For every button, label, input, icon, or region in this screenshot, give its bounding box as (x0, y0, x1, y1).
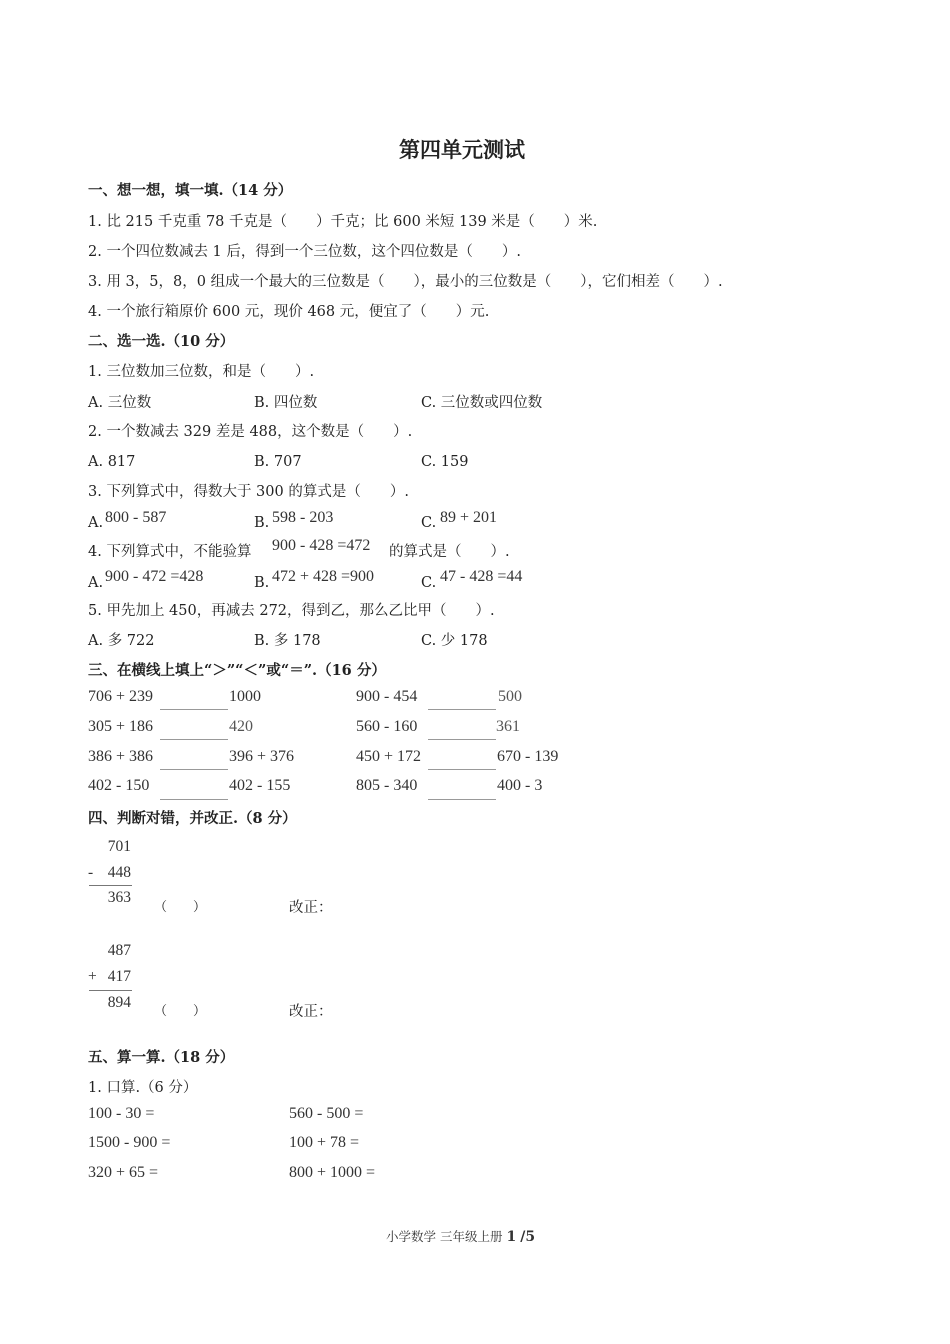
calc1-operator: - (88, 864, 94, 881)
calc2-operator: + (88, 968, 97, 985)
oral-calc-1-right: 560 - 500 = (289, 1105, 364, 1122)
page-footer (386, 1227, 535, 1245)
compare-blank-3a[interactable] (160, 769, 228, 770)
oral-calc-2-right: 100 + 78 = (289, 1134, 360, 1151)
correction-1-label: 改正： (289, 900, 333, 916)
compare-right-1a: 1000 (229, 688, 261, 705)
s1-question-2: 2. 一个四位数减去 1 后，得到一个三位数，这个四位数是（ ）. (88, 244, 521, 260)
s2-q5-option-c: C. 少 178 (421, 633, 488, 649)
compare-right-1b: 500 (498, 688, 522, 705)
calc1-second: 448 (107, 864, 131, 881)
compare-left-4b: 805 - 340 (356, 777, 418, 794)
s2-q2-option-c: C. 159 (421, 454, 469, 470)
compare-right-2a: 420 (229, 718, 253, 735)
s2-q4-stem-post: 的算式是（ ）. (389, 544, 510, 560)
s2-q1-option-b: B. 四位数 (254, 395, 318, 411)
section-4-heading: 四、判断对错，并改正.（8 分） (88, 810, 297, 827)
s2-q3-option-a-label: A. (88, 515, 104, 531)
judge-2-paren[interactable]: （ ） (154, 1004, 207, 1019)
s2-q4-option-c-label: C. (421, 575, 437, 591)
s2-q4-option-b-expr: 472 + 428 =900 (272, 568, 375, 585)
compare-left-2a: 305 + 186 (88, 718, 154, 735)
section-3-heading: 三、在横线上填上“＞”“＜”或“＝”.（16 分） (88, 662, 386, 679)
section-5-heading: 五、算一算.（18 分） (88, 1049, 235, 1066)
s2-q2-option-a: A. 817 (88, 454, 136, 470)
s2-q2-stem: 2. 一个数减去 329 差是 488，这个数是（ ）. (88, 424, 413, 440)
oral-calc-1-left: 100 - 30 = (88, 1105, 155, 1122)
page-total: 5 (525, 1229, 536, 1245)
compare-right-4b: 400 - 3 (497, 777, 543, 794)
compare-right-2b: 361 (496, 718, 520, 735)
section-2-heading: 二、选一选.（10 分） (88, 333, 235, 350)
compare-blank-4b[interactable] (428, 799, 496, 800)
compare-right-3a: 396 + 376 (229, 748, 295, 765)
calc2-second: 417 (107, 968, 131, 985)
compare-left-3b: 450 + 172 (356, 748, 422, 765)
s2-q4-option-c-expr: 47 - 428 =44 (440, 568, 523, 585)
s5-sub-1: 1. 口算.（6 分） (88, 1080, 198, 1096)
s1-question-1: 1. 比 215 千克重 78 千克是（ ）千克；比 600 米短 139 米是（ ）米. (88, 214, 598, 230)
s2-q2-option-b: B. 707 (254, 454, 302, 470)
compare-blank-2a[interactable] (160, 739, 228, 740)
compare-blank-3b[interactable] (428, 769, 496, 770)
s2-q1-option-c: C. 三位数或四位数 (421, 395, 543, 411)
calc1-top: 701 (107, 838, 131, 855)
calc2-top: 487 (107, 942, 131, 959)
s2-q4-option-a-expr: 900 - 472 =428 (105, 568, 204, 585)
calc1-result: 363 (107, 889, 131, 906)
s2-q3-option-a-expr: 800 - 587 (105, 509, 167, 526)
compare-left-3a: 386 + 386 (88, 748, 154, 765)
compare-blank-2b[interactable] (428, 739, 496, 740)
s2-q3-stem: 3. 下列算式中，得数大于 300 的算式是（ ）. (88, 484, 409, 500)
compare-blank-1b[interactable] (428, 709, 496, 710)
s1-question-3: 3. 用 3，5，8，0 组成一个最大的三位数是（ ），最小的三位数是（ ），它们相差（ ）. (88, 274, 723, 290)
s2-q3-option-c-label: C. (421, 515, 437, 531)
page-number: 1 (506, 1229, 517, 1245)
compare-left-1a: 706 + 239 (88, 688, 154, 705)
section-1-heading: 一、想一想，填一填.（14 分） (88, 182, 293, 199)
oral-calc-3-right: 800 + 1000 = (289, 1164, 376, 1181)
page-title: 第四单元测试 (399, 137, 525, 162)
s1-question-4: 4. 一个旅行箱原价 600 元，现价 468 元，便宜了（ ）元. (88, 304, 490, 320)
calc1-rule (89, 885, 132, 886)
compare-blank-1a[interactable] (160, 709, 228, 710)
compare-right-3b: 670 - 139 (497, 748, 559, 765)
s2-q4-option-a-label: A. (88, 575, 104, 591)
s2-q4-option-b-label: B. (254, 575, 270, 591)
judge-1-paren[interactable]: （ ） (154, 900, 207, 915)
correction-2-label: 改正： (289, 1004, 333, 1020)
calc2-result: 894 (107, 994, 131, 1011)
compare-left-2b: 560 - 160 (356, 718, 418, 735)
calc2-rule (89, 990, 132, 991)
s2-q3-option-b-expr: 598 - 203 (272, 509, 334, 526)
compare-right-4a: 402 - 155 (229, 777, 291, 794)
s2-q5-option-b: B. 多 178 (254, 633, 321, 649)
compare-left-4a: 402 - 150 (88, 777, 150, 794)
compare-left-1b: 900 - 454 (356, 688, 418, 705)
page-separator: / (520, 1229, 526, 1245)
s2-q1-stem: 1. 三位数加三位数，和是（ ）. (88, 364, 315, 380)
oral-calc-3-left: 320 + 65 = (88, 1164, 159, 1181)
s2-q5-option-a: A. 多 722 (88, 633, 155, 649)
s2-q3-option-b-label: B. (254, 515, 270, 531)
s2-q3-option-c-expr: 89 + 201 (440, 509, 498, 526)
s2-q4-stem-pre: 4. 下列算式中，不能验算 (88, 544, 252, 560)
oral-calc-2-left: 1500 - 900 = (88, 1134, 171, 1151)
s2-q4-stem-expr: 900 - 428 =472 (272, 537, 371, 554)
footer-text: 小学数学 三年级上册 (386, 1229, 503, 1244)
s2-q5-stem: 5. 甲先加上 450，再减去 272，得到乙，那么乙比甲（ ）. (88, 603, 495, 619)
s2-q1-option-a: A. 三位数 (88, 395, 152, 411)
compare-blank-4a[interactable] (160, 799, 228, 800)
